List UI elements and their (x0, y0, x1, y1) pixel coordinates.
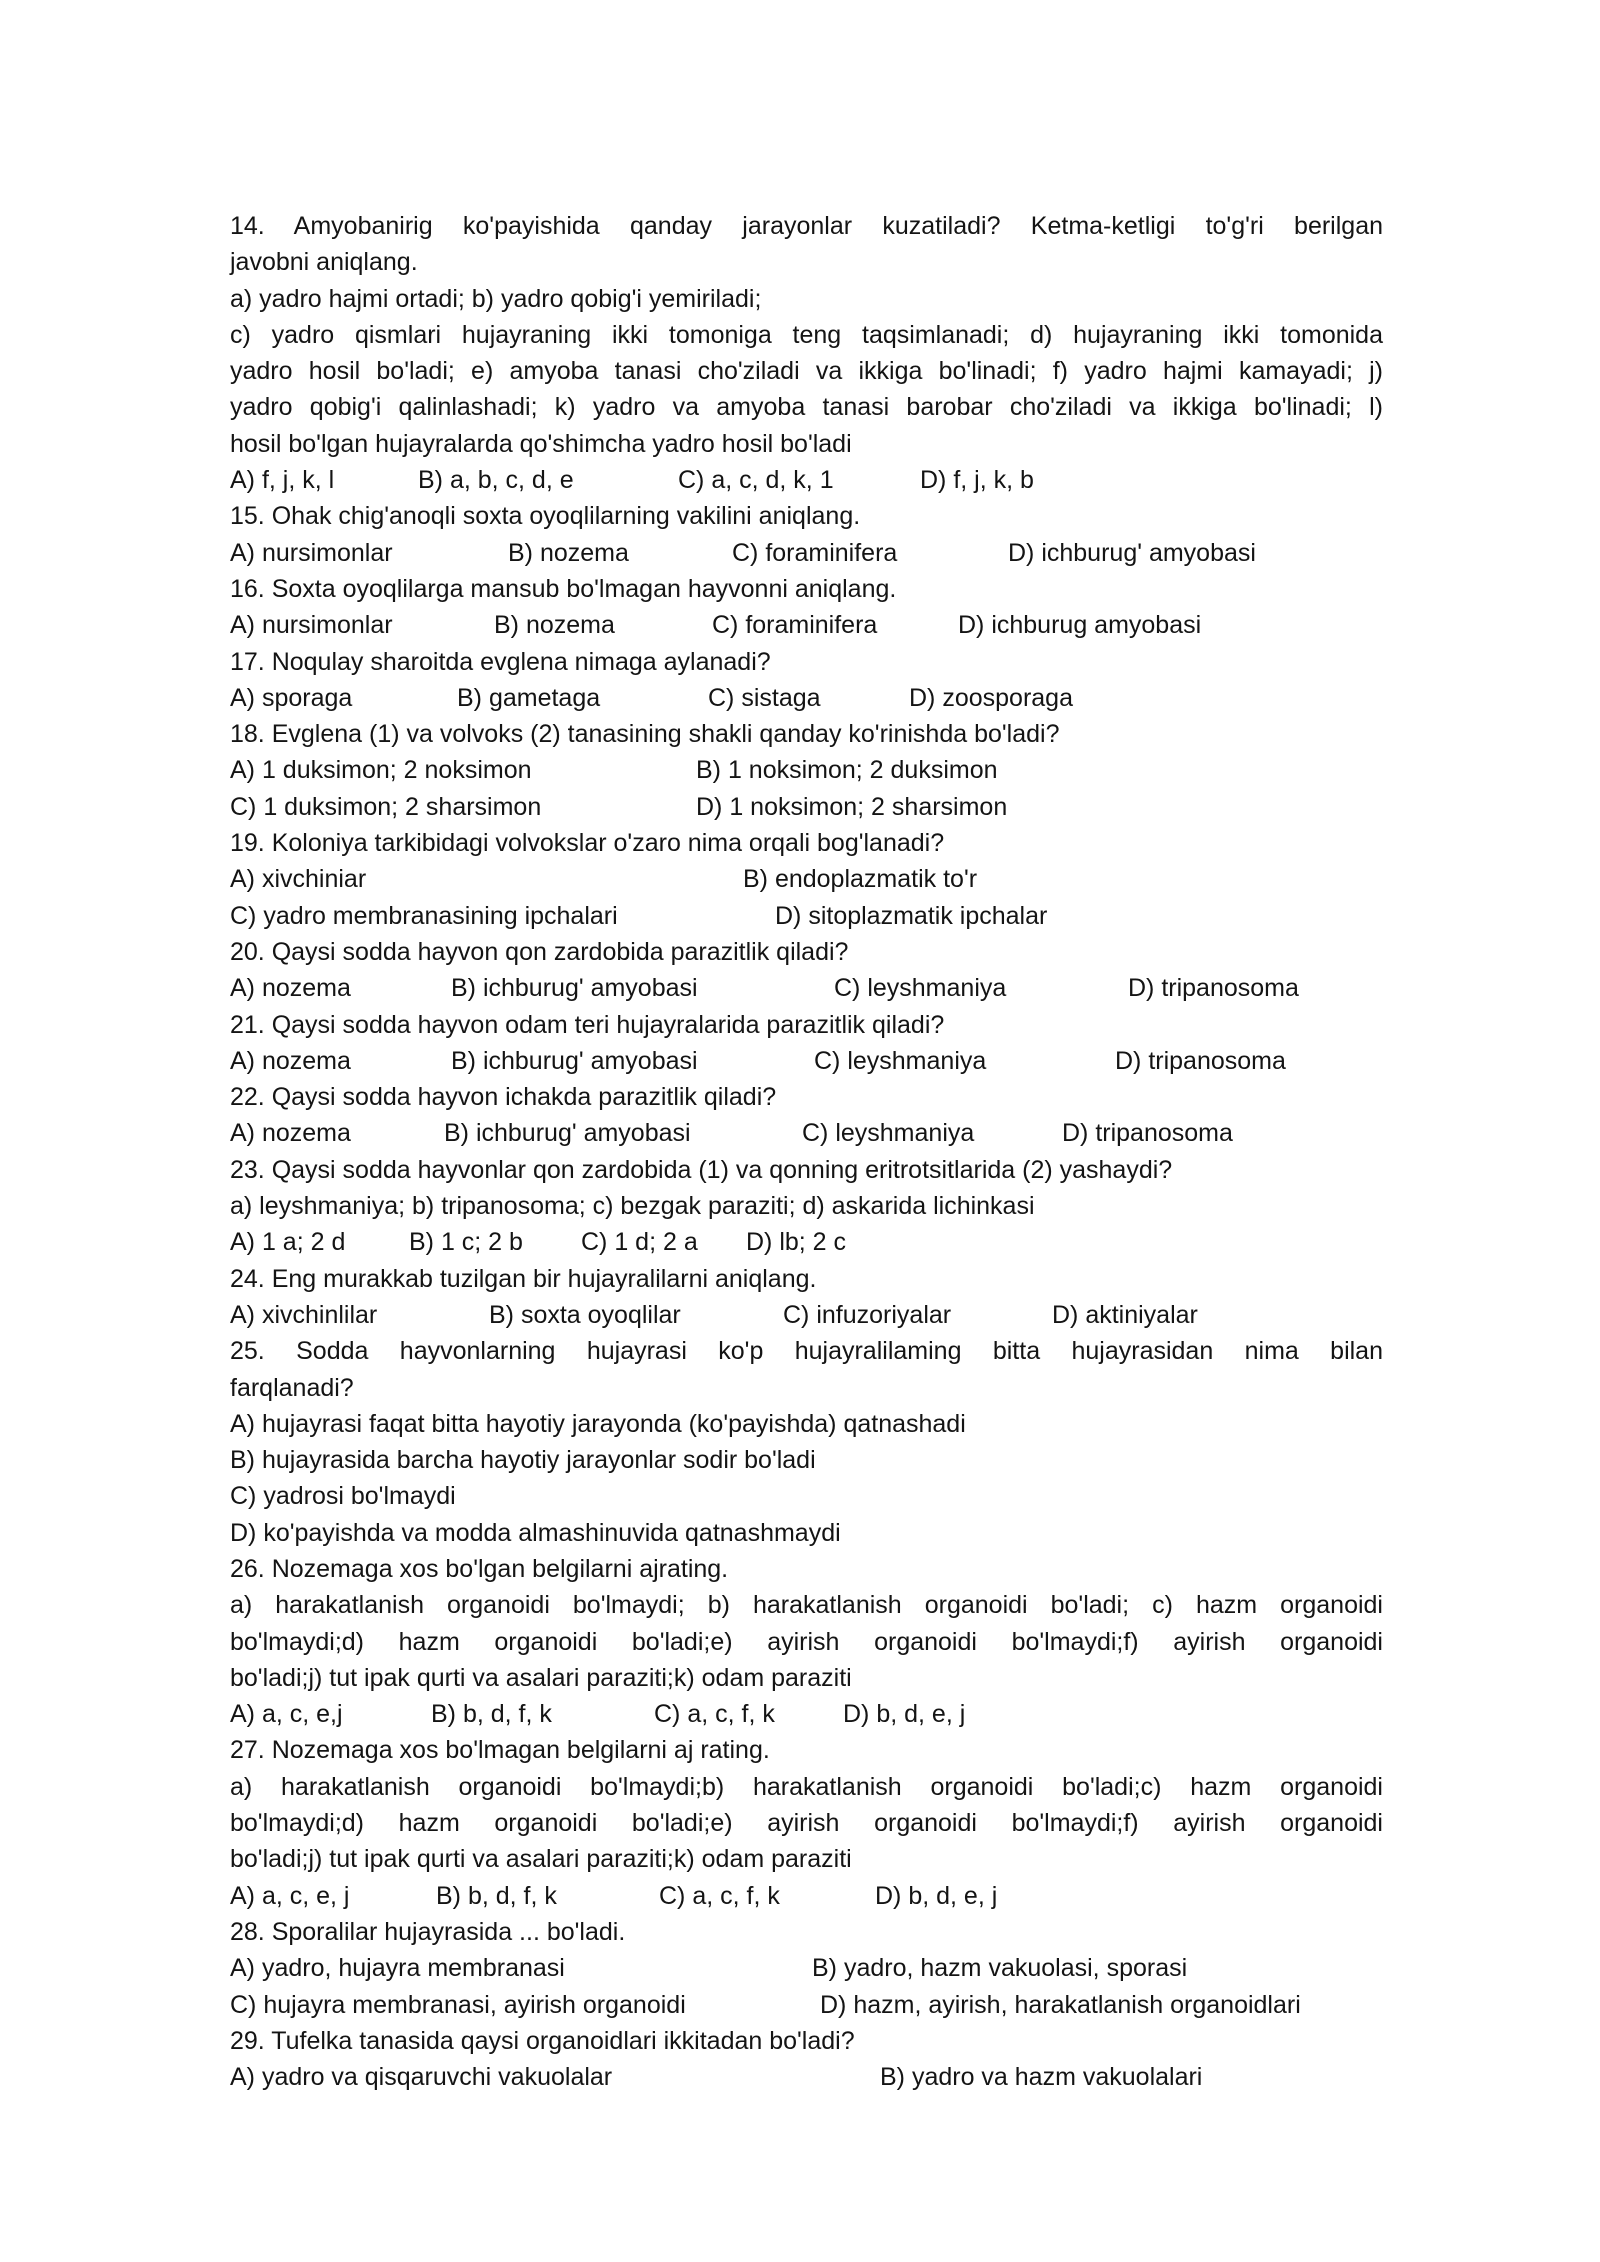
document-page (230, 208, 1383, 2095)
answer-options-28 (230, 1987, 1383, 2023)
option-d: D) zoosporaga (909, 683, 1073, 712)
option-b: B) ichburug' amyobasi (451, 974, 698, 1003)
option-a: A) f, j, k, l (230, 466, 335, 495)
answer-options-28 (230, 1950, 1383, 1986)
option-d: D) tripanosoma (1115, 1046, 1286, 1075)
option-d: D) tripanosoma (1062, 1119, 1233, 1148)
question-23: 23. Qaysi sodda hayvonlar qon zardobida (1) va qonning eritrotsitlarida (2) yashaydi? (230, 1155, 1173, 1184)
option-d: D) sitoplazmatik ipchalar (775, 901, 1048, 930)
question-28: 28. Sporalilar hujayrasida ... bo'ladi. (230, 1917, 626, 1946)
answer-options-20 (230, 970, 1383, 1006)
option-a: A) yadro, hujayra membranasi (230, 1954, 565, 1983)
option-a: A) xivchiniar (230, 865, 367, 894)
answer-options-18 (230, 789, 1383, 825)
option-d: D) aktiniyalar (1052, 1300, 1198, 1329)
option-b: B) 1 noksimon; 2 duksimon (696, 756, 998, 785)
option-d: D) ichburug' amyobasi (1008, 538, 1256, 567)
option-c: C) sistaga (708, 683, 821, 712)
question-18: 18. Evglena (1) va volvoks (2) tanasining shakli qanday ko'rinishda bo'ladi? (230, 720, 1060, 749)
answer-options-26 (230, 1696, 1383, 1732)
question-16: 16. Soxta oyoqlilarga mansub bo'lmagan hayvonni aniqlang. (230, 574, 897, 603)
option-c: C) leyshmaniya (834, 974, 1007, 1003)
option-d: D) 1 noksimon; 2 sharsimon (696, 792, 1008, 821)
question-14-items: yadro hosil bo'ladi; e) amyoba tanasi cho'ziladi va ikkiga bo'linadi; f) yadro hajmi kamayadi; j) (230, 357, 1383, 386)
question-17: 17. Noqulay sharoitda evglena nimaga aylanadi? (230, 647, 771, 676)
question-21: 21. Qaysi sodda hayvon odam teri hujayralarida parazitlik qiladi? (230, 1010, 945, 1039)
answer-options-15 (230, 535, 1383, 571)
option-d: D) b, d, e, j (875, 1881, 998, 1910)
answer-options-18 (230, 752, 1383, 788)
option-a: A) 1 duksimon; 2 noksimon (230, 756, 532, 785)
option-d: D) ichburug amyobasi (958, 611, 1202, 640)
option-a: A) xivchinlilar (230, 1300, 378, 1329)
answer-options-29 (230, 2059, 1383, 2095)
answer-options-17 (230, 680, 1383, 716)
question-24: 24. Eng murakkab tuzilgan bir hujayralilarni aniqlang. (230, 1264, 817, 1293)
question-20: 20. Qaysi sodda hayvon qon zardobida parazitlik qiladi? (230, 937, 849, 966)
answer-options-23 (230, 1224, 1383, 1260)
option-a: A) 1 a; 2 d (230, 1228, 346, 1257)
option-b: B) soxta oyoqlilar (489, 1300, 681, 1329)
question-14: 14. Amyobanirig ko'payishida qanday jarayonlar kuzatiladi? Ketma-ketligi to'g'ri berilgan (230, 212, 1383, 240)
option-c: C) leyshmaniya (802, 1119, 975, 1148)
option-b: B) ichburug' amyobasi (451, 1046, 698, 1075)
option-b: B) gametaga (457, 683, 601, 712)
answer-options-24 (230, 1297, 1383, 1333)
question-27-items: a) harakatlanish organoidi bo'lmaydi;b) harakatlanish organoidi bo'ladi;c) hazm organoidi (230, 1772, 1383, 1801)
question-27-items: bo'ladi;j) tut ipak qurti va asalari paraziti;k) odam paraziti (230, 1845, 852, 1874)
option-c: C) 1 d; 2 a (581, 1228, 698, 1257)
question-26-items: bo'ladi;j) tut ipak qurti va asalari paraziti;k) odam paraziti (230, 1663, 852, 1692)
question-27: 27. Nozemaga xos bo'lmagan belgilarni aj rating. (230, 1736, 770, 1765)
option-b: B) b, d, f, k (431, 1700, 552, 1729)
question-19: 19. Koloniya tarkibidagi volvokslar o'zaro nima orqali bog'lanadi? (230, 829, 945, 858)
option-c: C) infuzoriyalar (783, 1300, 952, 1329)
question-14-items: a) yadro hajmi ortadi; b) yadro qobig'i yemiriladi; (230, 284, 762, 313)
option-a: A) nozema (230, 1046, 351, 1075)
option-c: C) hujayra membranasi, ayirish organoidi (230, 1990, 686, 2019)
answer-options-14 (230, 462, 1383, 498)
option-b: B) nozema (494, 611, 615, 640)
option-d: D) b, d, e, j (843, 1700, 966, 1729)
option-b: B) yadro va hazm vakuolalari (880, 2063, 1203, 2092)
option-d: D) ko'payishda va modda almashinuvida qatnashmaydi (230, 1518, 841, 1547)
option-a: A) nozema (230, 1119, 351, 1148)
answer-options-19 (230, 861, 1383, 897)
question-14-items: hosil bo'lgan hujayralarda qo'shimcha yadro hosil bo'ladi (230, 429, 852, 458)
option-d: D) hazm, ayirish, harakatlanish organoidlari (820, 1990, 1301, 2019)
option-a: A) nozema (230, 974, 351, 1003)
option-b: B) ichburug' amyobasi (444, 1119, 691, 1148)
question-27-items: bo'lmaydi;d) hazm organoidi bo'ladi;e) ayirish organoidi bo'lmaydi;f) ayirish organoidi (230, 1809, 1383, 1838)
option-b: B) hujayrasida barcha hayotiy jarayonlar sodir bo'ladi (230, 1446, 816, 1475)
question-22: 22. Qaysi sodda hayvon ichakda parazitlik qiladi? (230, 1083, 777, 1112)
answer-options-22 (230, 1115, 1383, 1151)
option-b: B) endoplazmatik to'r (743, 865, 978, 894)
option-c: C) foraminifera (712, 611, 878, 640)
option-a: A) nursimonlar (230, 538, 393, 567)
option-c: C) foraminifera (732, 538, 898, 567)
question-15: 15. Ohak chig'anoqli soxta oyoqlilarning vakilini aniqlang. (230, 502, 861, 531)
answer-options-16 (230, 607, 1383, 643)
question-26-items: bo'lmaydi;d) hazm organoidi bo'ladi;e) ayirish organoidi bo'lmaydi;f) ayirish organoidi (230, 1627, 1383, 1656)
option-a: A) nursimonlar (230, 611, 393, 640)
question-26: 26. Nozemaga xos bo'lgan belgilarni ajrating. (230, 1554, 729, 1583)
option-c: C) yadro membranasining ipchalari (230, 901, 618, 930)
answer-options-21 (230, 1043, 1383, 1079)
option-a: A) a, c, e,j (230, 1700, 343, 1729)
option-b: B) b, d, f, k (436, 1881, 557, 1910)
question-25: 25. Sodda hayvonlarning hujayrasi ko'p hujayralilaming bitta hujayrasidan nima bilan (230, 1337, 1383, 1366)
option-b: B) yadro, hazm vakuolasi, sporasi (812, 1954, 1188, 1983)
option-a: A) hujayrasi faqat bitta hayotiy jarayonda (ko'payishda) qatnashadi (230, 1409, 966, 1438)
question-25-cont: farqlanadi? (230, 1373, 354, 1402)
option-c: C) yadrosi bo'lmaydi (230, 1482, 456, 1511)
option-b: B) 1 c; 2 b (409, 1228, 523, 1257)
question-23-items: a) leyshmaniya; b) tripanosoma; c) bezgak paraziti; d) askarida lichinkasi (230, 1192, 1035, 1221)
option-d: D) f, j, k, b (920, 466, 1034, 495)
option-b: B) a, b, c, d, e (418, 466, 574, 495)
answer-options-27 (230, 1878, 1383, 1914)
option-c: C) a, c, d, k, 1 (678, 466, 834, 495)
option-c: C) a, c, f, k (654, 1700, 775, 1729)
question-14-items: c) yadro qismlari hujayraning ikki tomoniga teng taqsimlanadi; d) hujayraning ikki tomonida (230, 320, 1383, 349)
option-c: C) a, c, f, k (659, 1881, 780, 1910)
option-a: A) yadro va qisqaruvchi vakuolalar (230, 2063, 613, 2092)
option-c: C) 1 duksimon; 2 sharsimon (230, 792, 542, 821)
option-d: D) tripanosoma (1128, 974, 1299, 1003)
option-a: A) a, c, e, j (230, 1881, 350, 1910)
question-14-cont: javobni aniqlang. (230, 248, 418, 277)
option-b: B) nozema (508, 538, 629, 567)
option-d: D) lb; 2 c (746, 1228, 847, 1257)
question-26-items: a) harakatlanish organoidi bo'lmaydi; b) harakatlanish organoidi bo'ladi; c) hazm organoidi (230, 1591, 1383, 1620)
question-14-items: yadro qobig'i qalinlashadi; k) yadro va amyoba tanasi barobar cho'ziladi va ikkiga bo'linadi; l) (230, 393, 1383, 422)
option-a: A) sporaga (230, 683, 353, 712)
answer-options-19 (230, 898, 1383, 934)
option-c: C) leyshmaniya (814, 1046, 987, 1075)
question-29: 29. Tufelka tanasida qaysi organoidlari ikkitadan bo'ladi? (230, 2026, 855, 2055)
